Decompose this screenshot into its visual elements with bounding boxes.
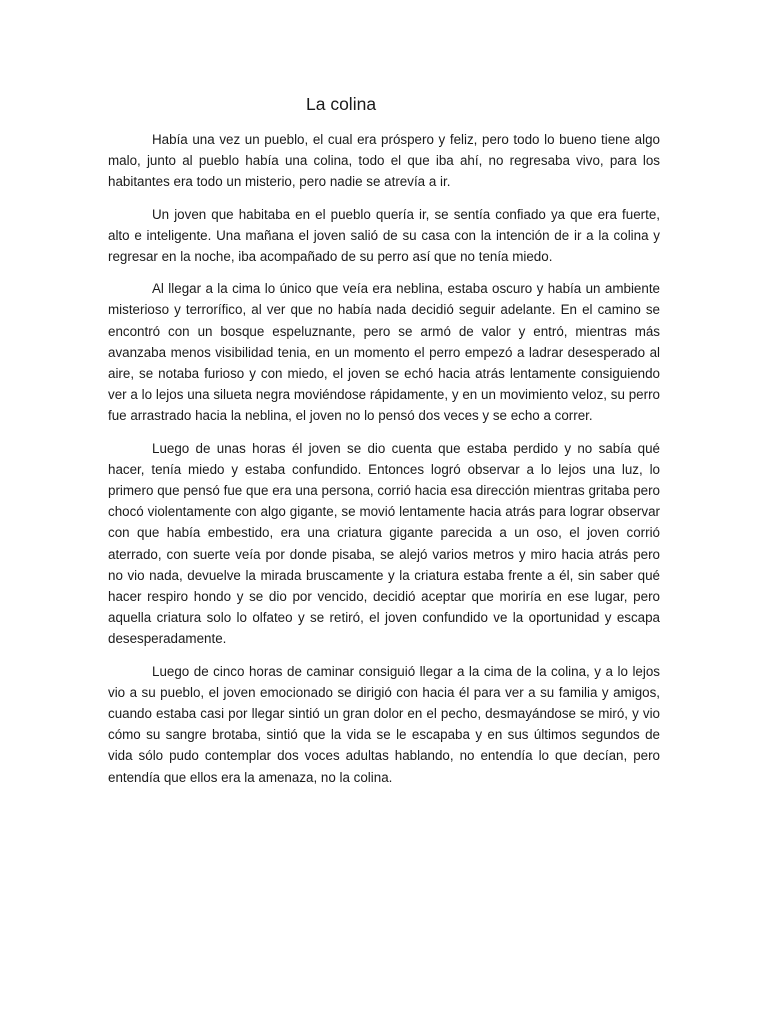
paragraph-4: Luego de unas horas él joven se dio cuenta que estaba perdido y no sabía qué hacer, tenía miedo y estaba confundido. Entonces logró observar a lo lejos una luz, lo primero que pensó fue que era una persona, corrió hacia esa dirección mientras gritaba pero chocó violentamente con algo gigante, se movió lentamente hacia atrás para lograr observar con que había embestido, era una criatura gigante parecida a un oso, el joven corrió aterrado, con suerte veía por donde pisaba, se alejó varios metros y miro hacia atrás pero no vio nada, devuelve la mirada bruscamente y la criatura estaba frente a él, sin saber qué hacer respiro hondo y se dio por vencido, decidió aceptar que moriría en ese lugar, pero aquella criatura solo lo olfateo y se retiró, el joven confundido ve la oportunidad y escapa desesperadamente.	[108, 440, 660, 647]
paragraph-2: Un joven que habitaba en el pueblo quería ir, se sentía confiado ya que era fuerte, alto e inteligente. Una mañana el joven salió de su casa con la intención de ir a la colina y regresar en la noche, iba acompañado de su perro así que no tenía miedo.	[108, 206, 660, 265]
paragraph-5: Luego de cinco horas de caminar consiguió llegar a la cima de la colina, y a lo lejos vio a su pueblo, el joven emocionado se dirigió con hacia él para ver a su familia y amigos, cuando estaba casi por llegar sintió un gran dolor en el pecho, desmayándose se miró, y vio cómo su sangre brotaba, sintió que la vida se le escapaba y en sus últimos segundos de vida sólo pudo contemplar dos voces adultas hablando, no entendía lo que decían, pero entendía que ellos era la amenaza, no la colina.	[108, 663, 660, 785]
story-body	[108, 129, 660, 799]
document-title: La colina	[306, 94, 377, 114]
paragraph-3: Al llegar a la cima lo único que veía era neblina, estaba oscuro y había un ambiente misterioso y terrorífico, al ver que no había nada decidió seguir adelante. En el camino se encontró con un bosque espeluznante, pero se armó de valor y entró, mientras más avanzaba menos visibilidad tenia, en un momento el perro empezó a ladrar desesperado al aire, se notaba furioso y con miedo, el joven se echó hacia atrás lentamente consiguiendo ver a lo lejos una silueta negra moviéndose rápidamente, y en un movimiento veloz, su perro fue arrastrado hacia la neblina, el joven no lo pensó dos veces y se echo a correr.	[108, 281, 660, 424]
paragraph-1: Había una vez un pueblo, el cual era próspero y feliz, pero todo lo bueno tiene algo malo, junto al pueblo había una colina, todo el que iba ahí, no regresaba vivo, para los habitantes era todo un misterio, pero nadie se atrevía a ir.	[108, 132, 660, 190]
